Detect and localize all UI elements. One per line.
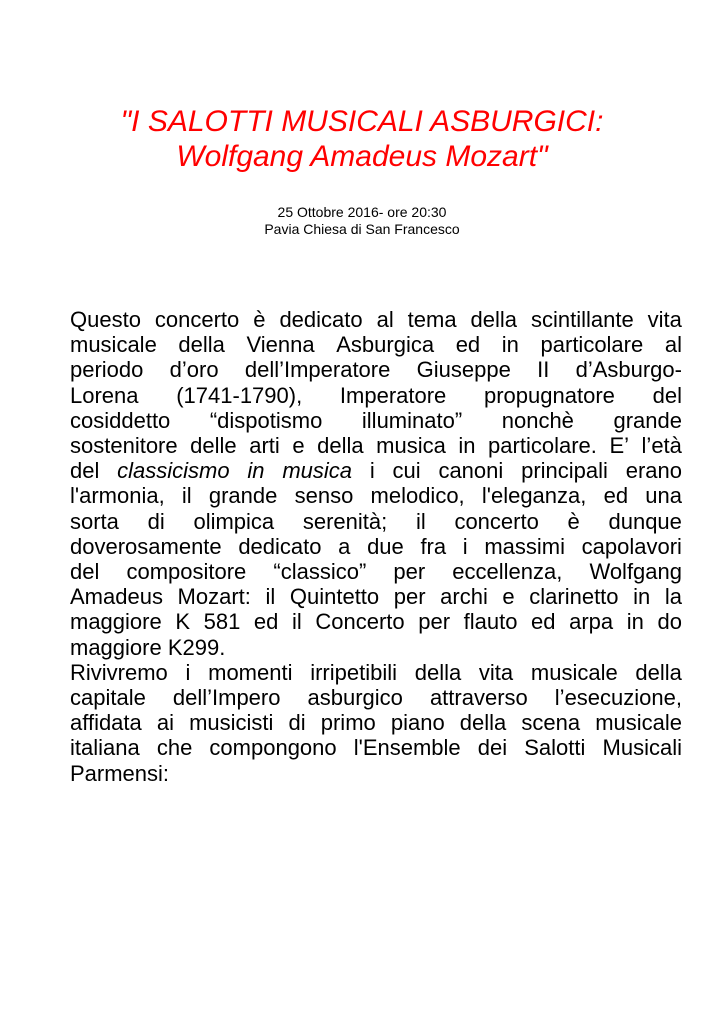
- word: della: [635, 659, 682, 685]
- word: capitale: [70, 685, 146, 711]
- word: musica: [376, 433, 446, 459]
- word: principali: [521, 458, 608, 484]
- word: particolare: [540, 332, 644, 358]
- word: fra: [420, 533, 447, 559]
- word: Asburgica: [336, 332, 435, 358]
- word: della: [470, 307, 518, 332]
- word: dell’Imperatore: [244, 357, 391, 383]
- word: vita: [647, 307, 682, 332]
- text-line: [70, 584, 682, 609]
- word: musicale: [70, 332, 157, 358]
- word: e: [502, 584, 515, 610]
- word: del: [70, 559, 100, 585]
- word: arpa: [569, 609, 614, 635]
- word: il: [265, 584, 276, 610]
- text-line: [70, 660, 682, 685]
- word: Concerto: [315, 609, 405, 635]
- event-venue: Pavia Chiesa di San Francesco: [264, 221, 460, 237]
- text-line: [70, 383, 682, 408]
- word: l'eleganza,: [481, 483, 587, 509]
- word: “classico”: [273, 559, 367, 585]
- word: è: [253, 307, 266, 332]
- text-line: [70, 307, 682, 332]
- text-line: [70, 433, 682, 458]
- text-line-mixed: [70, 458, 682, 483]
- word: periodo: [70, 357, 144, 383]
- word: in: [501, 332, 519, 358]
- text-line: [70, 559, 682, 584]
- word: l’esecuzione,: [554, 685, 682, 711]
- word: musicale: [530, 659, 618, 685]
- word: musicale: [595, 710, 682, 736]
- title-line-1: "I SALOTTI MUSICALI ASBURGICI:: [120, 105, 604, 138]
- title-line-2: Wolfgang Amadeus Mozart": [176, 140, 548, 173]
- word: per: [418, 609, 451, 635]
- word: (1741-1790),: [176, 382, 303, 408]
- word: il: [291, 609, 302, 635]
- word: Imperatore: [339, 382, 447, 408]
- word: d’Asburgo-: [575, 357, 682, 383]
- text-line: [70, 609, 682, 634]
- word: ed: [253, 609, 279, 635]
- word: la: [664, 584, 682, 610]
- word: particolare.: [488, 433, 597, 459]
- italic-word: musica: [282, 458, 353, 484]
- word: olimpica: [193, 508, 275, 534]
- word: al: [376, 307, 394, 332]
- word: che: [156, 735, 193, 761]
- word: attraverso: [429, 685, 528, 711]
- word: cosiddetto: [70, 407, 171, 433]
- word: della: [459, 710, 507, 736]
- word: sorta: [70, 508, 119, 534]
- word: Questo: [70, 307, 141, 332]
- event-info: [0, 204, 724, 238]
- word: dedicato: [238, 533, 322, 559]
- word: grande: [613, 407, 682, 433]
- word: l’età: [641, 433, 682, 459]
- word: concerto: [454, 508, 539, 534]
- word: ed: [455, 332, 481, 358]
- word: del: [652, 382, 682, 408]
- word: irripetibili: [310, 659, 397, 685]
- word: Amadeus: [70, 584, 163, 610]
- word: in: [626, 609, 644, 635]
- word: primo: [320, 710, 376, 736]
- word: della: [178, 332, 225, 358]
- word: l'Ensemble: [353, 735, 461, 761]
- word: ai: [156, 710, 174, 736]
- word: grande: [208, 483, 278, 509]
- word: cui: [392, 458, 421, 484]
- word: vita: [478, 659, 514, 685]
- text-line: [70, 735, 682, 760]
- text-line: Parmensi:: [70, 760, 170, 786]
- word: Mozart:: [177, 584, 251, 610]
- word: dell’Impero: [172, 685, 281, 711]
- word: è: [567, 508, 580, 534]
- word: flauto: [463, 609, 518, 635]
- word: scintillante: [530, 307, 634, 332]
- text-line: maggiore K299.: [70, 634, 226, 660]
- text-line: [70, 332, 682, 357]
- word: affidata: [70, 710, 142, 736]
- word: in: [458, 433, 476, 459]
- word: compositore: [126, 559, 247, 585]
- word: in: [633, 584, 651, 610]
- italic-word: classicismo: [117, 458, 230, 484]
- word: una: [645, 483, 682, 509]
- word: illuminato”: [361, 407, 463, 433]
- word: della: [317, 433, 364, 459]
- word: 581: [203, 609, 241, 635]
- word: due: [367, 533, 404, 559]
- word: doverosamente: [70, 533, 222, 559]
- word: archi: [440, 584, 488, 610]
- word: do: [657, 609, 682, 635]
- word: e: [292, 433, 305, 459]
- event-date-time: 25 Ottobre 2016- ore 20:30: [277, 204, 447, 220]
- word: E’: [609, 433, 629, 459]
- word: maggiore: [70, 609, 162, 635]
- word: per: [393, 559, 426, 585]
- text-line: [70, 483, 682, 508]
- word: canoni: [438, 458, 504, 484]
- word: il: [415, 508, 426, 534]
- word: i: [462, 533, 468, 559]
- word: Quintetto: [289, 584, 380, 610]
- word: il: [181, 483, 192, 509]
- word: dei: [477, 735, 508, 761]
- word: Salotti: [524, 735, 586, 761]
- italic-word: in: [247, 458, 265, 484]
- word: di: [288, 710, 306, 736]
- word: momenti: [208, 659, 293, 685]
- text-line: [70, 710, 682, 735]
- word: Wolfgang: [589, 559, 682, 585]
- word: nonchè: [501, 407, 574, 433]
- word: della: [414, 659, 462, 685]
- text-line: [70, 534, 682, 559]
- word: i: [369, 458, 375, 484]
- word: compongono: [209, 735, 337, 761]
- word: Giuseppe: [416, 357, 511, 383]
- word: Lorena: [70, 382, 139, 408]
- word: II: [537, 357, 550, 383]
- word: l'armonia,: [70, 483, 165, 509]
- word: ed: [531, 609, 556, 635]
- word: dunque: [608, 508, 682, 534]
- word: capolavori: [581, 533, 682, 559]
- word: italiana: [70, 735, 140, 761]
- word: d’oro: [169, 357, 219, 383]
- word: del: [70, 458, 100, 484]
- word: asburgico: [307, 685, 403, 711]
- word: senso: [294, 483, 354, 509]
- word: clarinetto: [529, 584, 619, 610]
- word: Musicali: [602, 735, 682, 761]
- document-title: [0, 104, 724, 174]
- word: delle: [190, 433, 237, 459]
- text-line: [70, 357, 682, 382]
- paragraph-2: [70, 660, 682, 786]
- word: K: [175, 609, 190, 635]
- word: piano: [390, 710, 445, 736]
- word: ed: [603, 483, 629, 509]
- word: di: [147, 508, 165, 534]
- word: Rivivremo: [70, 659, 168, 685]
- word: per: [393, 584, 426, 610]
- word: al: [664, 332, 682, 358]
- word: “dispotismo: [209, 407, 323, 433]
- word: tema: [407, 307, 457, 332]
- word: concerto: [154, 307, 240, 332]
- word: propugnatore: [484, 382, 615, 408]
- word: massimi: [484, 533, 565, 559]
- text-line: [70, 509, 682, 534]
- word: i: [185, 659, 191, 685]
- word: sostenitore: [70, 433, 178, 459]
- word: melodico,: [370, 483, 465, 509]
- word: eccellenza,: [452, 559, 563, 585]
- word: erano: [625, 458, 682, 484]
- text-line: [70, 685, 682, 710]
- body-text: [70, 307, 682, 786]
- paragraph-1: [70, 307, 682, 660]
- word: musicisti: [189, 710, 274, 736]
- text-line: [70, 408, 682, 433]
- word: scena: [521, 710, 581, 736]
- word: arti: [249, 433, 280, 459]
- word: Vienna: [246, 332, 315, 358]
- word: dedicato: [279, 307, 363, 332]
- word: a: [338, 533, 351, 559]
- word: serenità;: [302, 508, 388, 534]
